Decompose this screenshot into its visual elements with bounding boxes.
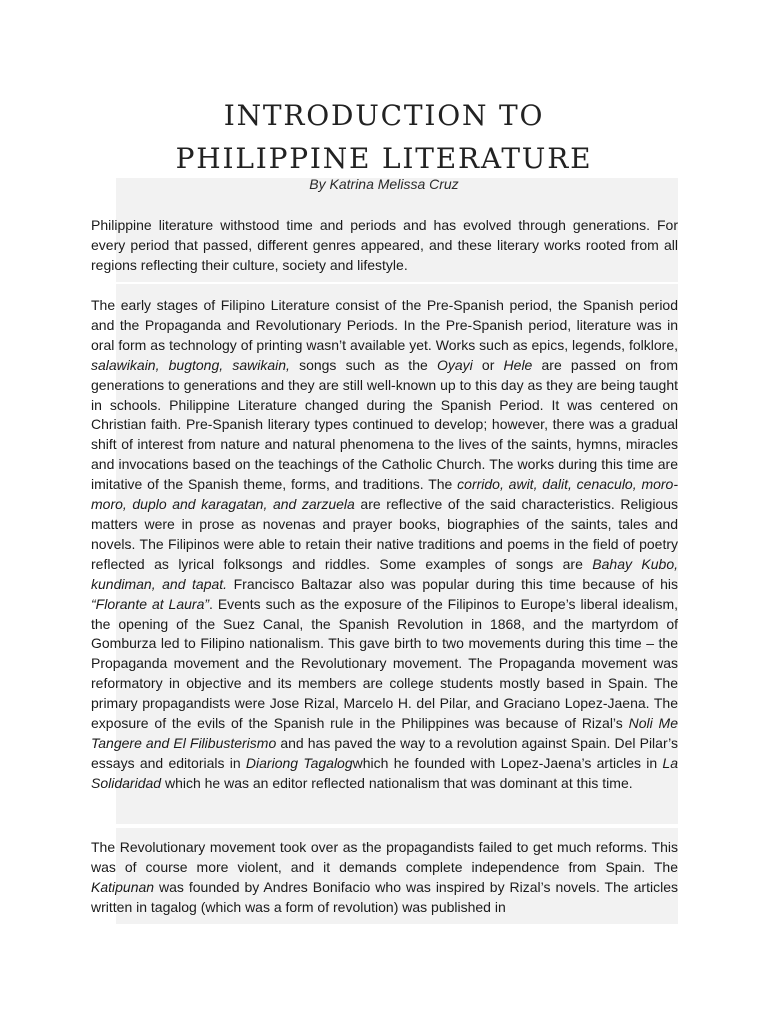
text-run: are passed on from generations to generations and they are still well-known up to this day as they are being taught in schools. Philippine Literature changed during the Spanish Period. It was centered on Christian faith. Pre-Spanish literary types continued to develop; however, there was a gradual shift of interest from nature and natural phenomena to the lives of the saints, hymns, miracles and invocations based on the teachings of the Catholic Church. The works during this time are imitative of the Spanish theme, forms, and traditions. The xyxy=(91,356,678,493)
italic-text-run: corrido, awit, dalit, cenaculo, moro-moro, duplo and karagatan, and zarzuela xyxy=(91,476,679,513)
text-run: which he founded with Lopez-Jaena’s articles in xyxy=(352,754,663,771)
text-run: The Revolutionary movement took over as the propagandists failed to get much reforms. This was of course more violent, and it demands complete independence from Spain. The xyxy=(91,839,678,875)
italic-text-run: Bahay Kubo, kundiman, and tapat. xyxy=(91,555,678,592)
italic-text-run: La Solidaridad xyxy=(91,754,678,791)
title-line-2: PHILIPPINE LITERATURE xyxy=(175,142,593,175)
italic-text-run: Katipunan xyxy=(91,878,155,895)
italic-text-run: Oyayi xyxy=(436,356,473,373)
paragraph-revolutionary xyxy=(91,838,678,918)
italic-text-run: salawikain, bugtong, sawikain, xyxy=(91,356,290,373)
document-title xyxy=(0,94,768,180)
text-run: . Events such as the exposure of the Filipinos to Europe’s liberal idealism, the opening of the Suez Canal, the Spanish Revolution in 1868, and the martyrdom of Gomburza led to Filipino nationalism. This gave birth to two movements during this time – the Propaganda movement and the Revolutionary movement. The Propaganda movement was reformatory in objective and its members are college students mostly based in Spain. The primary propagandists were Jose Rizal, Marcelo H. del Pilar, and Graciano Lopez-Jaena. The exposure of the evils of the Spanish rule in the Philippines was because of Rizal’s xyxy=(91,595,678,732)
text-run: songs such as the xyxy=(289,356,437,373)
title-line-1: INTRODUCTION TO xyxy=(223,99,545,132)
text-run: which he was an editor reflected nationalism that was dominant at this time. xyxy=(161,774,633,791)
author-byline: By Katrina Melissa Cruz xyxy=(309,176,459,192)
italic-text-run: “Florante at Laura” xyxy=(91,595,210,612)
text-run: The early stages of Filipino Literature consist of the Pre-Spanish period, the Spanish period and the Propaganda and Revolutionary Periods. In the Pre-Spanish period, literature was in oral form as technology of printing wasn’t available yet. Works such as epics, legends, folklore, xyxy=(91,297,678,353)
text-run: or xyxy=(472,356,504,373)
italic-text-run: Diariong Tagalog xyxy=(245,754,353,771)
text-run: Philippine literature withstood time and periods and has evolved through generations. For every period that passed, different genres appeared, and these literary works rooted from all regions reflecting their culture, society and lifestyle. xyxy=(91,217,678,273)
text-run: was founded by Andres Bonifacio who was inspired by Rizal’s novels. The articles written in tagalog (which was a form of revolution) was published in xyxy=(91,878,678,915)
text-run: are reflective of the said characteristics. Religious matters were in prose as novenas and prayer books, biographies of the saints, tales and novels. The Filipinos were able to retain their native traditions and poems in the field of poetry reflected as lyrical folksongs and riddles. Some examples of songs are xyxy=(91,496,678,572)
text-run: and has paved the way to a revolution against Spain. Del Pilar’s essays and editorials in xyxy=(91,734,678,771)
paragraph-early-stages xyxy=(91,296,678,794)
italic-text-run: Noli Me Tangere and El Filibusterismo xyxy=(91,715,678,751)
text-run: Francisco Baltazar also was popular during this time because of his xyxy=(227,575,678,592)
italic-text-run: Hele xyxy=(503,356,533,373)
paragraph-intro xyxy=(91,216,678,276)
